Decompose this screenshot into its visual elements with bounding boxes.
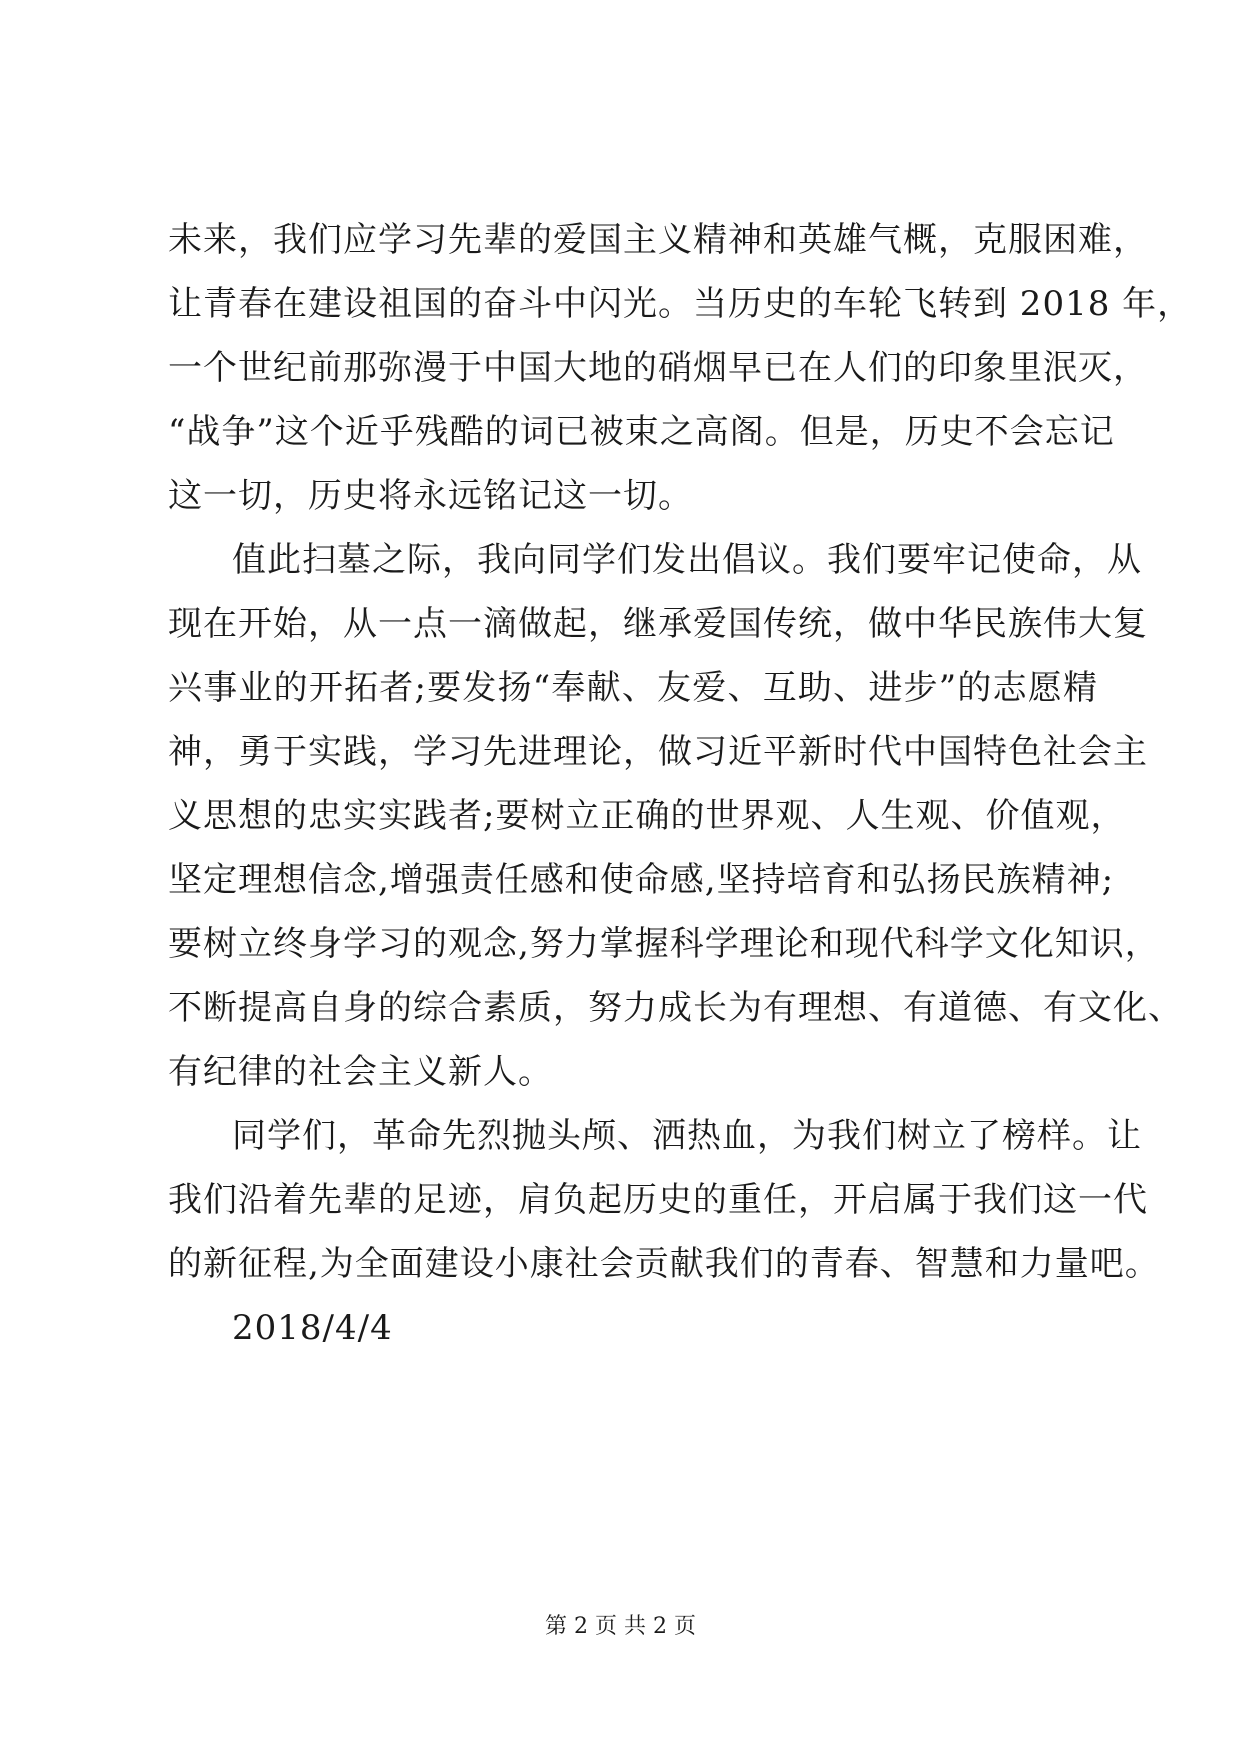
paragraph-2-line-2: 现在开始，从一点一滴做起，继承爱国传统，做中华民族伟大复 — [168, 604, 1148, 644]
paragraph-2-line-5: 义思想的忠实实践者;要树立正确的世界观、人生观、价值观， — [168, 796, 1126, 836]
paragraph-1-line-3: 一个世纪前那弥漫于中国大地的硝烟早已在人们的印象里泯灭， — [168, 348, 1148, 388]
paragraph-3-line-1: 同学们，革命先烈抛头颅、洒热血，为我们树立了榜样。让 — [232, 1116, 1142, 1156]
paragraph-3-line-2: 我们沿着先辈的足迹，肩负起历史的重任，开启属于我们这一代 — [168, 1180, 1148, 1220]
paragraph-1-line-2: 让青春在建设祖国的奋斗中闪光。当历史的车轮飞转到 2018 年， — [168, 284, 1193, 324]
paragraph-2-line-1: 值此扫墓之际，我向同学们发出倡议。我们要牢记使命，从 — [232, 540, 1142, 580]
paragraph-2-line-6: 坚定理想信念,增强责任感和使命感,坚持培育和弘扬民族精神; — [168, 860, 1115, 900]
paragraph-2-line-8: 不断提高自身的综合素质，努力成长为有理想、有道德、有文化、 — [168, 988, 1183, 1028]
paragraph-2-line-4: 神，勇于实践，学习先进理论，做习近平新时代中国特色社会主 — [168, 732, 1148, 772]
paragraph-1-line-4: “战争”这个近乎残酷的词已被束之高阁。但是，历史不会忘记 — [168, 412, 1115, 452]
paragraph-3-line-3: 的新征程,为全面建设小康社会贡献我们的青春、智慧和力量吧。 — [168, 1244, 1160, 1284]
paragraph-1-line-1: 未来，我们应学习先辈的爱国主义精神和英雄气概，克服困难， — [168, 220, 1148, 260]
document-body — [168, 208, 1193, 1360]
document-date: 2018/4/4 — [232, 1308, 393, 1348]
paragraph-2-line-7: 要树立终身学习的观念,努力掌握科学理论和现代科学文化知识， — [168, 924, 1160, 964]
paragraph-2-line-3: 兴事业的开拓者;要发扬“奉献、友爱、互助、进步”的志愿精 — [168, 668, 1098, 708]
paragraph-1-line-5: 这一切，历史将永远铭记这一切。 — [168, 476, 693, 516]
paragraph-2-line-9: 有纪律的社会主义新人。 — [168, 1052, 553, 1092]
page-number-footer: 第 2 页 共 2 页 — [545, 1614, 696, 1639]
